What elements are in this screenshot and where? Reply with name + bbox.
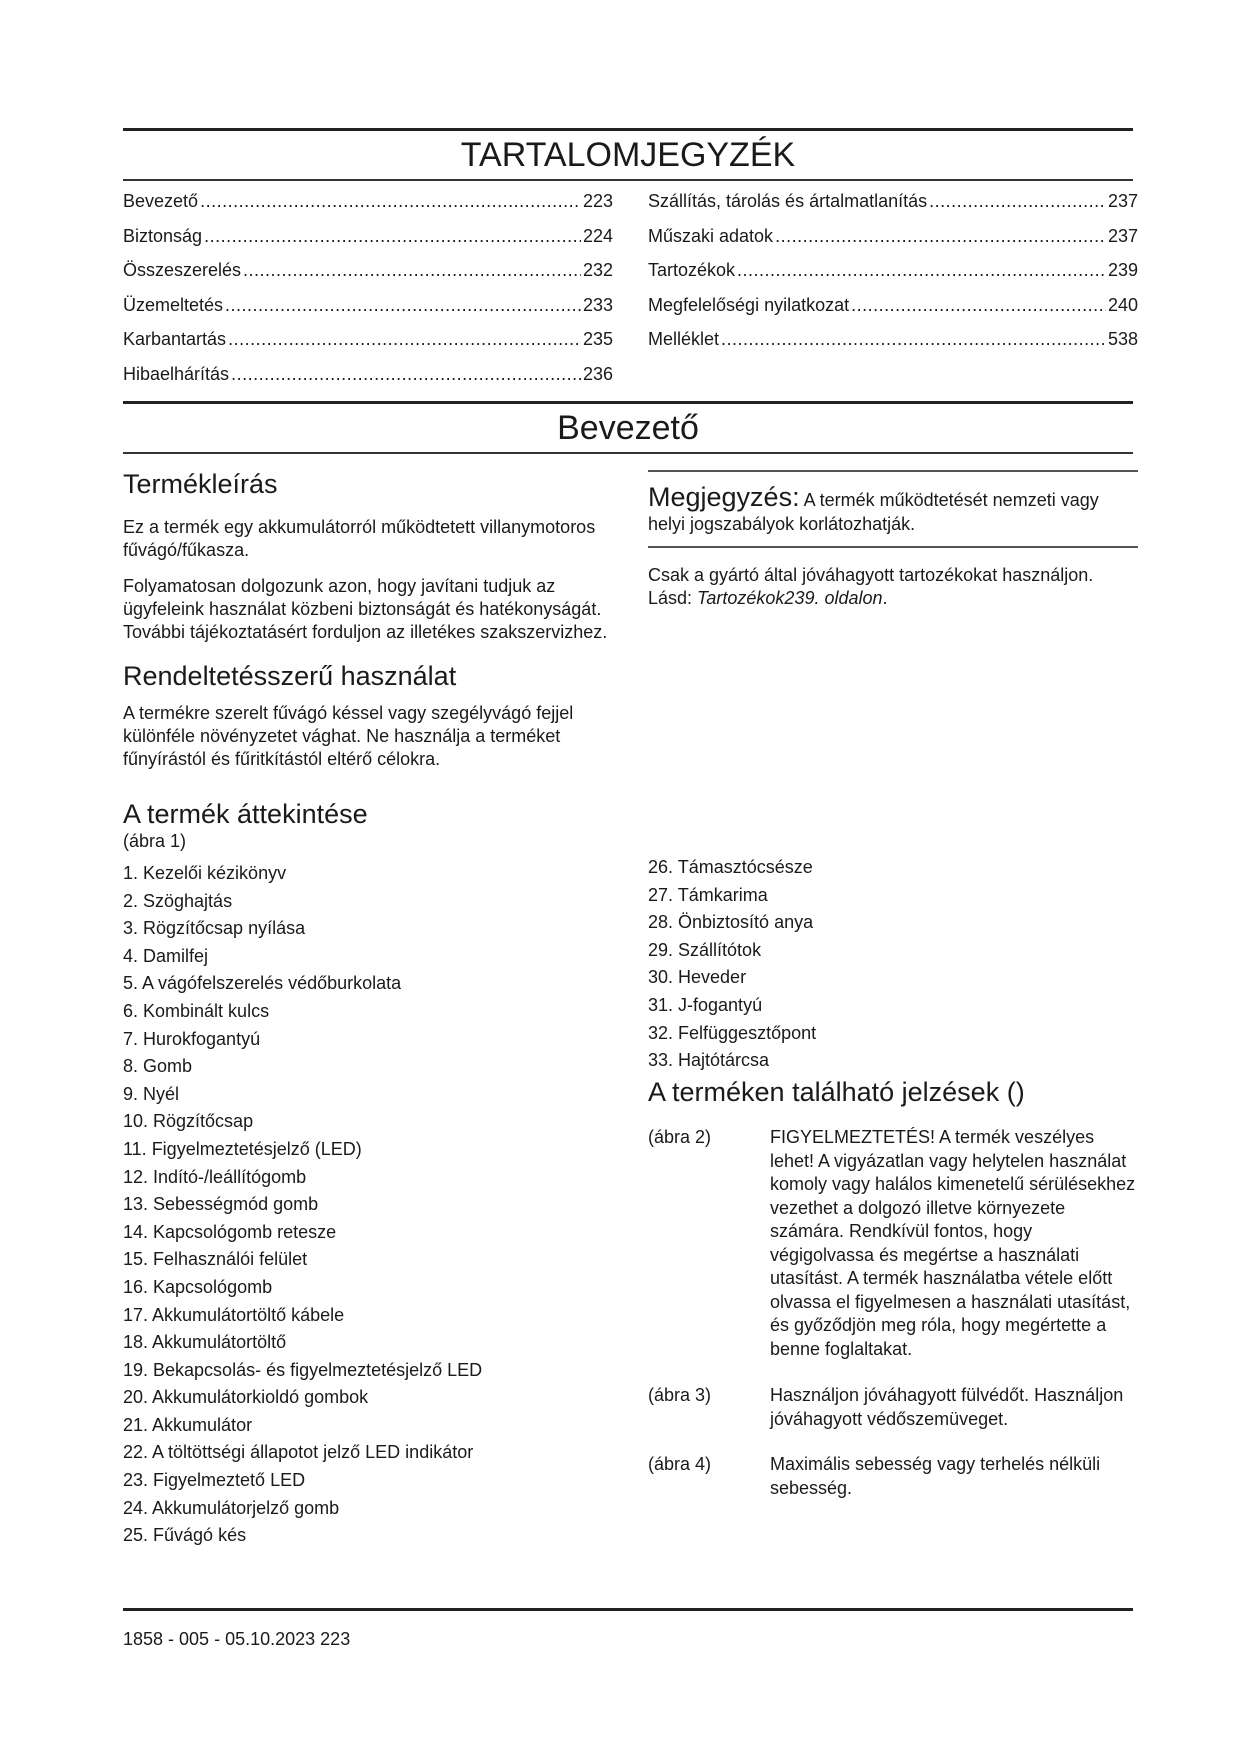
list-item: 8. Gomb	[123, 1056, 193, 1077]
product-description-heading: Termékleírás	[123, 469, 278, 499]
document-code: 1858 - 005 - 05.10.2023	[123, 1629, 316, 1649]
toc-entry[interactable]: Karbantartás ..... 235	[123, 329, 613, 364]
note-title: Megjegyzés:	[648, 482, 800, 512]
list-item: 24. Akkumulátorjelző gomb	[123, 1497, 340, 1518]
intro-title: Bevezető	[557, 409, 699, 447]
list-item: 25. Fűvágó kés	[123, 1525, 247, 1546]
overview-figure-ref: (ábra 1)	[123, 831, 187, 851]
list-item: 17. Akkumulátortöltő kábele	[123, 1304, 345, 1325]
note-box	[648, 470, 1138, 548]
list-item: 14. Kapcsológomb retesze	[123, 1221, 337, 1242]
list-item: 12. Indító-/leállítógomb	[123, 1166, 307, 1187]
list-item: 3. Rögzítőcsap nyílása	[123, 918, 306, 939]
list-item: 2. Szöghajtás	[123, 890, 233, 911]
table-of-contents	[123, 191, 1138, 401]
symbols-section	[648, 1074, 1138, 1500]
product-description-p2: Folyamatosan dolgozunk azon, hogy javítani tudjuk az ügyfeleink használat közbeni biztonságát és hatékonyságát. További tájékoztatásért forduljon az illetékes szakszervizhez.	[123, 576, 608, 642]
list-item: 26. Támasztócsésze	[648, 857, 813, 877]
page-content	[123, 128, 1138, 1584]
overview-heading: A termék áttekintése	[123, 799, 368, 829]
product-description-p1: Ez a termék egy akkumulátorról működtetett villanymotoros fűvágó/fűkasza.	[123, 517, 596, 560]
list-item: 4. Damilfej	[123, 945, 209, 966]
toc-title: TARTALOMJEGYZÉK	[460, 136, 796, 174]
toc-entry[interactable]: Biztonság ..... 224	[123, 226, 613, 261]
toc-column-right	[648, 191, 1138, 364]
list-item: 23. Figyelmeztető LED	[123, 1470, 306, 1491]
toc-entry[interactable]: Üzemeltetés ..... 233	[123, 295, 613, 330]
page-footer	[123, 1608, 1133, 1650]
list-item: 5. A vágófelszerelés védőburkolata	[123, 973, 402, 994]
toc-entry[interactable]: Műszaki adatok ..... 237	[648, 226, 1138, 261]
symbol-figure-ref: (ábra 4)	[648, 1454, 712, 1474]
list-item: 21. Akkumulátor	[123, 1414, 253, 1435]
symbol-figure-ref: (ábra 3)	[648, 1385, 712, 1405]
symbol-row	[648, 1126, 1138, 1361]
symbol-text: Használjon jóváhagyott fülvédőt. Használjon jóváhagyott védőszemüveget.	[770, 1385, 1124, 1429]
toc-entry[interactable]: Melléklet ..... 538	[648, 329, 1138, 364]
overview-list-left	[123, 860, 613, 1550]
accessories-note: Csak a gyártó által jóváhagyott tartozékokat használjon. Lásd: Tartozékok239. oldalon.	[648, 565, 1094, 608]
note-text: A termék működtetését nemzeti vagy helyi jogszabályok korlátozhatják.	[648, 490, 1099, 534]
symbol-row	[648, 1384, 1138, 1431]
list-item: 28. Önbiztosító anya	[648, 912, 814, 933]
left-column	[123, 454, 613, 1550]
toc-column-left	[123, 191, 613, 398]
list-item: 13. Sebességmód gomb	[123, 1194, 319, 1215]
overview-list-right	[648, 854, 1138, 1075]
toc-bottom-rule	[123, 179, 1133, 181]
list-item: 18. Akkumulátortöltő	[123, 1332, 287, 1353]
list-item: 11. Figyelmeztetésjelző (LED)	[123, 1138, 362, 1159]
symbol-figure-ref: (ábra 2)	[648, 1127, 712, 1147]
symbol-row	[648, 1453, 1138, 1500]
symbols-heading: A terméken található jelzések ()	[648, 1077, 1025, 1107]
accessories-link[interactable]: Tartozékok239. oldalon	[697, 588, 883, 608]
list-item: 27. Támkarima	[648, 884, 768, 905]
list-item: 10. Rögzítőcsap	[123, 1111, 254, 1132]
list-item: 16. Kapcsológomb	[123, 1276, 273, 1297]
page-number: 223	[320, 1629, 351, 1649]
footer-text	[123, 1629, 1133, 1650]
symbol-text: Maximális sebesség vagy terhelés nélküli sebesség.	[770, 1454, 1101, 1498]
list-item: 19. Bekapcsolás- és figyelmeztetésjelző LED	[123, 1359, 483, 1380]
intended-use-text: A termékre szerelt fűvágó késsel vagy szegélyvágó fejjel különféle növényzetet vághat. Ne használja a terméket fűnyírástól és fűritkítástól eltérő célokra.	[123, 703, 574, 769]
toc-entry[interactable]: Szállítás, tárolás és ártalmatlanítás ..... 237	[648, 191, 1138, 226]
list-item: 22. A töltöttségi állapotot jelző LED indikátor	[123, 1442, 474, 1463]
toc-entry[interactable]: Összeszerelés ..... 232	[123, 260, 613, 295]
list-item: 33. Hajtótárcsa	[648, 1050, 770, 1071]
toc-entry[interactable]: Megfelelőségi nyilatkozat ..... 240	[648, 295, 1138, 330]
right-column	[648, 454, 1138, 1498]
list-item: 9. Nyél	[123, 1083, 180, 1104]
toc-entry[interactable]: Hibaelhárítás ..... 236	[123, 364, 613, 399]
intended-use-heading: Rendeltetésszerű használat	[123, 661, 457, 691]
list-item: 29. Szállítótok	[648, 939, 762, 960]
list-item: 7. Hurokfogantyú	[123, 1028, 261, 1049]
toc-entry[interactable]: Tartozékok ..... 239	[648, 260, 1138, 295]
symbol-text: FIGYELMEZTETÉS! A termék veszélyes lehet! A vigyázatlan vagy helytelen használat komoly vagy halálos kimenetelű sérülésekhez vezethet a dolgozó illetve környezete számára. Rendkívül fontos, hogy végigolvassa és megértse a használati utasítást. A termék használatba vétele előtt olvassa el figyelmesen a használati utasítást, és győződjön meg róla, hogy megértette a benne foglaltakat.	[770, 1127, 1136, 1359]
intro-columns	[123, 454, 1136, 1584]
list-item: 15. Felhasználói felület	[123, 1249, 308, 1270]
list-item: 1. Kezelői kézikönyv	[123, 863, 287, 883]
list-item: 31. J-fogantyú	[648, 994, 763, 1015]
list-item: 6. Kombinált kulcs	[123, 1000, 270, 1021]
toc-entry[interactable]: Bevezető ..... 223	[123, 191, 613, 226]
list-item: 30. Heveder	[648, 967, 747, 988]
list-item: 32. Felfüggesztőpont	[648, 1022, 817, 1043]
list-item: 20. Akkumulátorkioldó gombok	[123, 1387, 369, 1408]
